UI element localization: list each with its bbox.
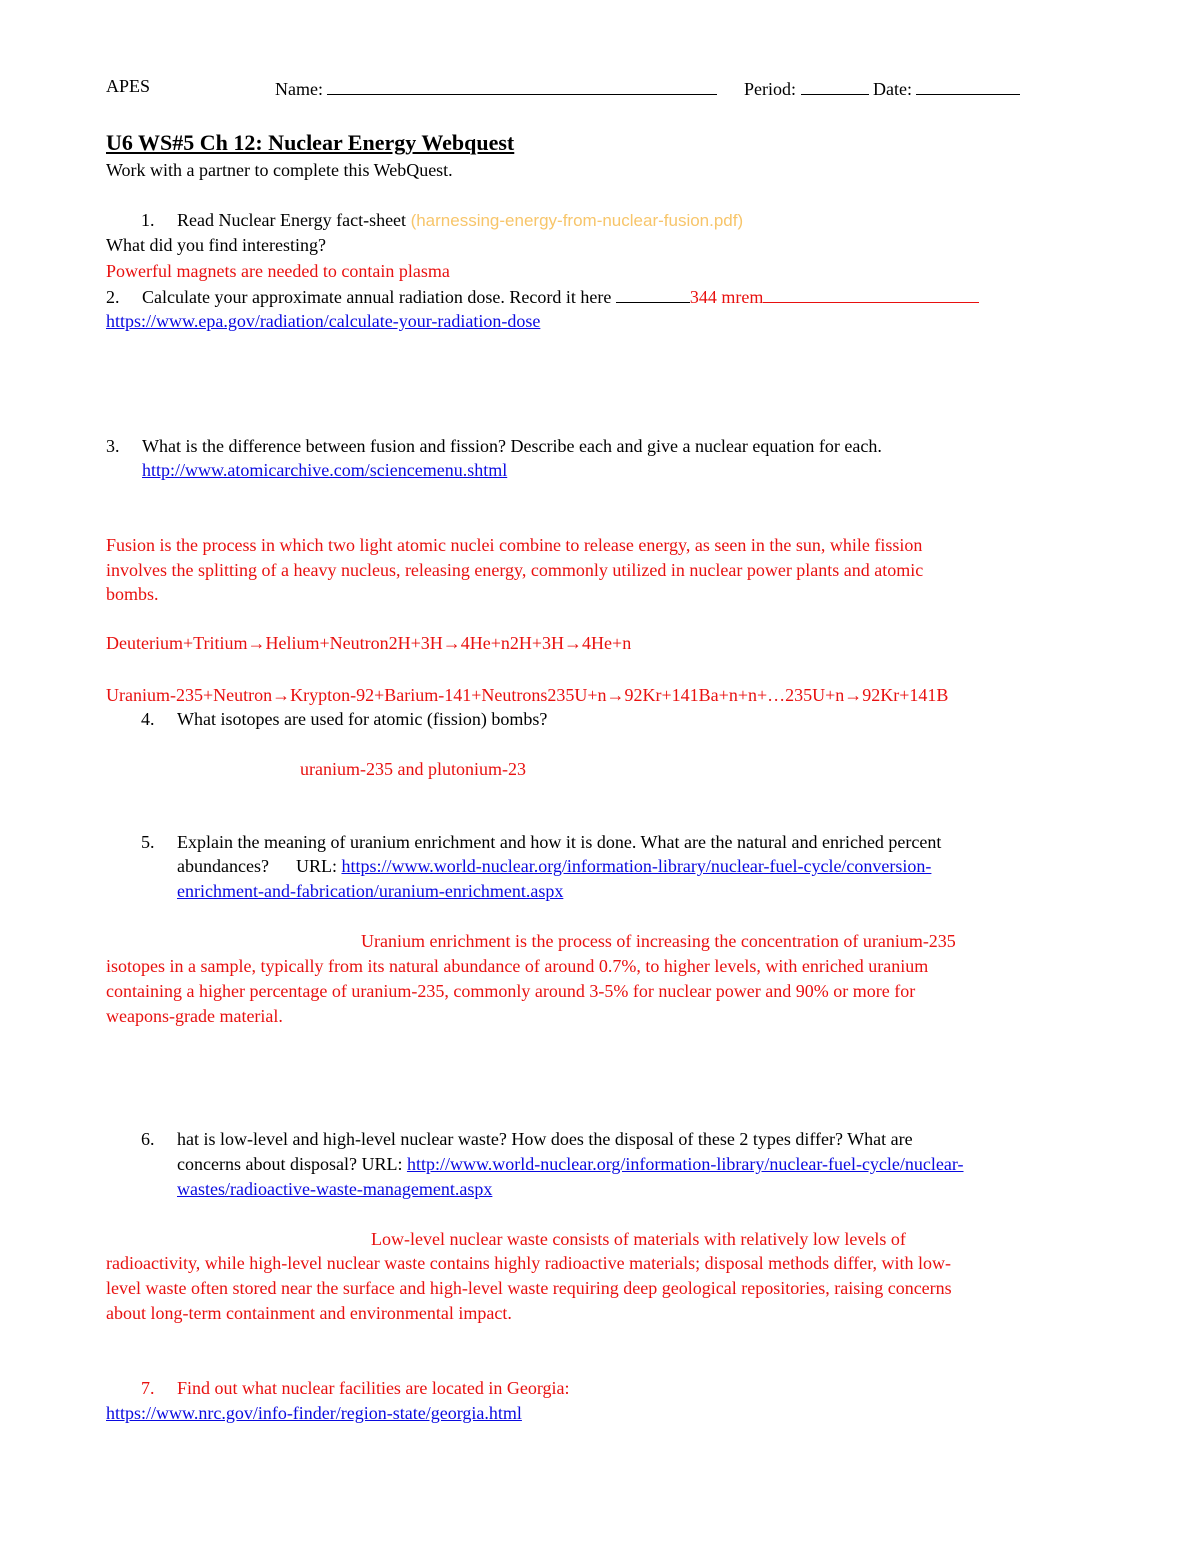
answer-3-line-3: bombs. — [106, 584, 159, 604]
atomicarchive-link[interactable]: http://www.atomicarchive.com/sciencemenu.shtml — [142, 460, 508, 480]
date-blank[interactable] — [916, 74, 1020, 95]
question-text-cont: concerns about disposal? URL: — [177, 1154, 403, 1174]
question-text: Read Nuclear Energy fact-sheet — [177, 210, 407, 230]
period-label: Period: — [744, 79, 796, 99]
epa-link[interactable]: https://www.epa.gov/radiation/calculate-your-radiation-dose — [106, 311, 541, 331]
name-blank[interactable] — [327, 74, 717, 95]
nrc-georgia-link[interactable]: https://www.nrc.gov/info-finder/region-state/georgia.html — [106, 1403, 522, 1423]
answer-4: uranium-235 and plutonium-23 — [300, 759, 526, 779]
answer-3-line-1: Fusion is the process in which two light atomic nuclei combine to release energy, as seen in the sun, while fission — [106, 535, 923, 555]
question-number: 7. — [141, 1378, 155, 1398]
question-3 — [106, 434, 882, 458]
fusion-equation: Deuterium+Tritium→Helium+Neutron2H+3H→4He+n2H+3H→4He+n — [106, 633, 632, 653]
answer-6-line-3: level waste often stored near the surface and high-level waste requiring deep geological repositories, raising concerns — [106, 1278, 952, 1298]
name-field-row — [275, 74, 717, 101]
question-text: Explain the meaning of uranium enrichment and how it is done. What are the natural and enriched percent — [177, 832, 942, 852]
question-text: What isotopes are used for atomic (fission) bombs? — [177, 709, 548, 729]
answer-6-line-4: about long-term containment and environmental impact. — [106, 1303, 512, 1323]
question-4 — [141, 707, 547, 731]
answer-5-line-1: Uranium enrichment is the process of increasing the concentration of uranium-235 — [361, 931, 956, 951]
header-row — [106, 74, 150, 98]
answer-6-line-2: radioactivity, while high-level nuclear waste contains highly radioactive materials; disposal methods differ, with low- — [106, 1253, 952, 1273]
answer-5-line-2: isotopes in a sample, typically from its natural abundance of around 0.7%, to higher levels, with enriched uranium — [106, 956, 929, 976]
question-2 — [106, 284, 979, 309]
intro-text: Work with a partner to complete this WebQuest. — [106, 160, 453, 180]
world-nuclear-waste-link[interactable]: http://www.world-nuclear.org/information-library/nuclear-fuel-cycle/nuclear- — [406, 1154, 964, 1174]
fission-equation: Uranium-235+Neutron→Krypton-92+Barium-141+Neutrons235U+n→92Kr+141Ba+n+n+…235U+n→92Kr+141B — [106, 685, 949, 705]
question-text: What is the difference between fusion and fission? Describe each and give a nuclear equation for each. — [142, 436, 882, 456]
answer-5-line-4: weapons-grade material. — [106, 1006, 283, 1026]
answer-6-line-1: Low-level nuclear waste consists of materials with relatively low levels of — [371, 1229, 906, 1249]
answer-3-line-2: involves the splitting of a heavy nucleus, releasing energy, commonly utilized in nuclear power plants and atomic — [106, 560, 924, 580]
answer-5-line-3: containing a higher percentage of uranium-235, commonly around 3-5% for nuclear power and 90% or more for — [106, 981, 916, 1001]
answer-blank-right — [763, 284, 979, 303]
question-text: hat is low-level and high-level nuclear waste? How does the disposal of these 2 types differ? What are — [177, 1129, 913, 1149]
question-number: 3. — [106, 436, 120, 456]
question-number: 6. — [141, 1129, 155, 1149]
world-nuclear-enrichment-link[interactable]: https://www.world-nuclear.org/information-library/nuclear-fuel-cycle/conversion- — [341, 856, 932, 876]
answer-blank-left — [616, 284, 690, 303]
question-number: 1. — [141, 210, 155, 230]
question-7 — [141, 1376, 570, 1400]
question-5 — [141, 830, 941, 854]
question-number: 5. — [141, 832, 155, 852]
period-blank[interactable] — [801, 74, 869, 95]
question-text: Calculate your approximate annual radiation dose. Record it here — [142, 287, 612, 307]
period-field-row — [744, 74, 1020, 101]
date-label: Date: — [873, 79, 912, 99]
world-nuclear-waste-link-cont[interactable]: wastes/radioactive-waste-management.aspx — [177, 1179, 493, 1199]
course-label: APES — [106, 76, 151, 96]
url-label: URL: — [295, 856, 337, 876]
question-1-prompt: What did you find interesting? — [106, 235, 326, 255]
question-number: 2. — [106, 287, 120, 307]
answer-1: Powerful magnets are needed to contain plasma — [106, 261, 450, 281]
question-5-line-2 — [177, 854, 931, 878]
world-nuclear-enrichment-link-cont[interactable]: enrichment-and-fabrication/uranium-enrichment.aspx — [177, 881, 564, 901]
attachment-link[interactable]: (harnessing-energy-from-nuclear-fusion.pdf) — [410, 211, 744, 230]
question-1 — [141, 208, 743, 233]
question-text: Find out what nuclear facilities are located in Georgia: — [177, 1378, 570, 1398]
question-text-cont: abundances? — [177, 856, 269, 876]
answer-2: 344 mrem — [689, 287, 764, 307]
question-number: 4. — [141, 709, 155, 729]
question-6-line-2 — [177, 1152, 964, 1176]
name-label: Name: — [275, 79, 323, 99]
question-6 — [141, 1127, 913, 1151]
page-title: U6 WS#5 Ch 12: Nuclear Energy Webquest — [106, 130, 515, 155]
